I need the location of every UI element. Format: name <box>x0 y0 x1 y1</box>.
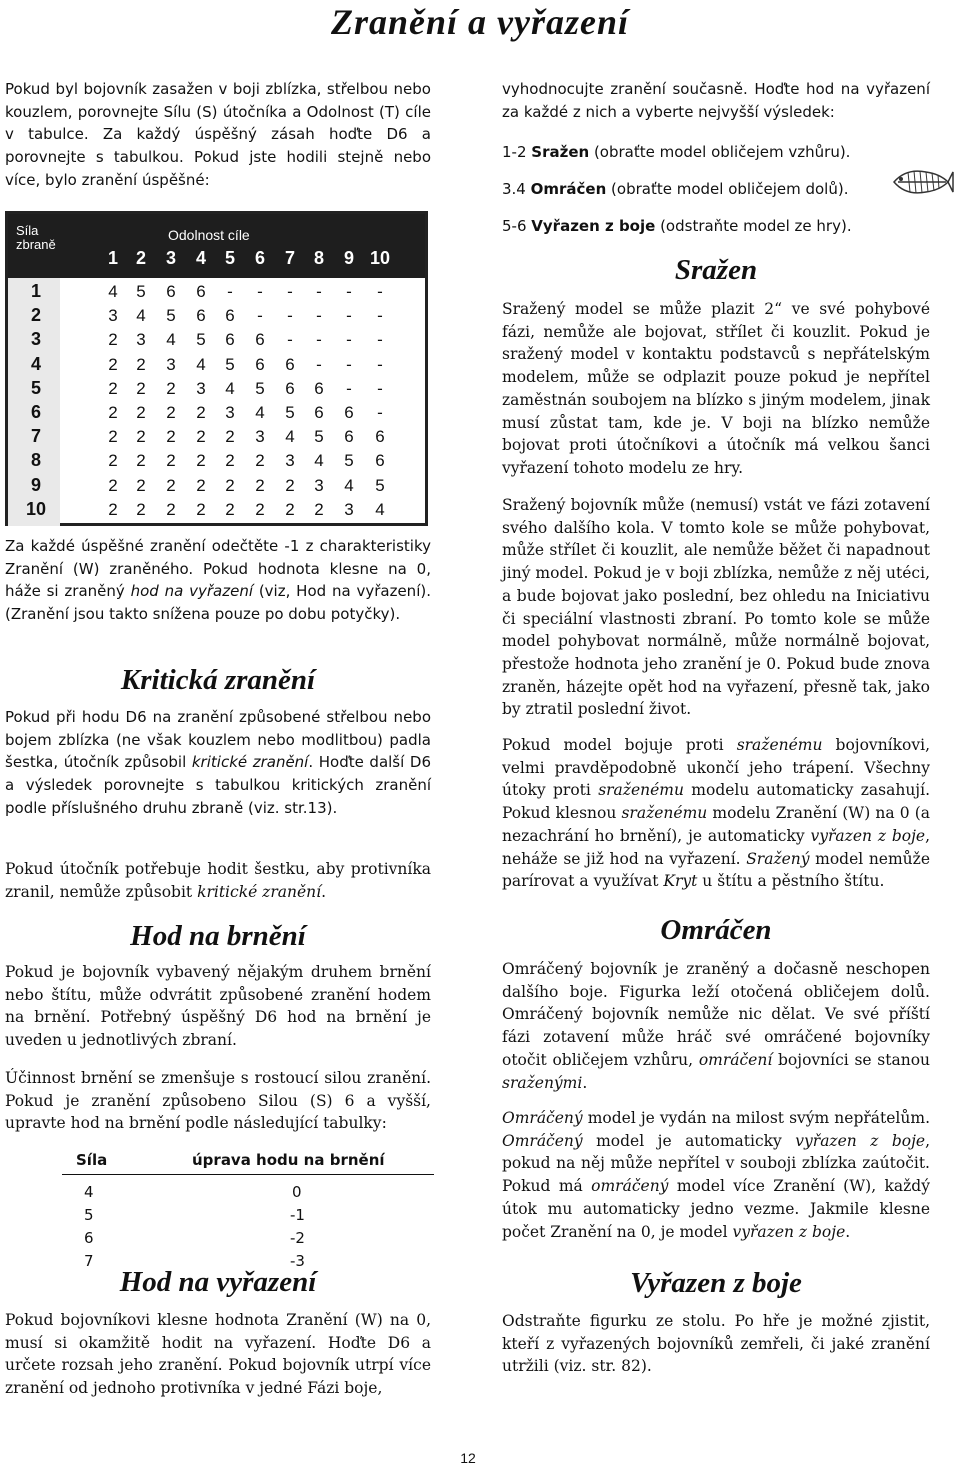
chart-cell: 6 <box>314 403 324 422</box>
knocked-down-heading: Sražen <box>674 254 758 286</box>
armour-table-header <box>62 1148 434 1175</box>
chart-cell: 3 <box>344 499 354 519</box>
chart-cell: 2 <box>196 403 206 422</box>
chart-cell: - <box>346 330 352 350</box>
chart-row-header: 10 <box>25 498 47 519</box>
st-text: model je vydán na milost svým nepřátelům. <box>582 1109 930 1127</box>
chart-cell: 2 <box>108 330 118 350</box>
chart-cell: 2 <box>136 451 146 471</box>
chart-cell: 3 <box>196 378 206 398</box>
chart-cell: 4 <box>108 282 118 301</box>
chart-cell: 4 <box>196 354 206 374</box>
chart-cell: - <box>377 282 383 301</box>
chart-cell: 5 <box>285 403 295 422</box>
chart-row-header: 5 <box>30 377 41 398</box>
chart-cell: - <box>316 306 322 326</box>
out-of-action-heading: Vyřazen z boje <box>630 1267 802 1299</box>
chart-cell: 2 <box>136 403 146 422</box>
st-emphasis: vyřazen z boje <box>795 1131 926 1150</box>
st-text: bojovníci se stanou <box>772 1050 931 1069</box>
kd-emphasis: Kryt <box>663 872 698 891</box>
kd-emphasis: Sražený <box>746 849 810 868</box>
chart-cell: - <box>346 354 352 374</box>
chart-cell: 4 <box>136 306 146 326</box>
chart-cell: 2 <box>255 475 265 495</box>
after-chart-text-2: (viz, Hod na vyřazení). (Zranění jsou takto snížena pouze po dobu potyčky). <box>5 582 431 624</box>
st-emphasis: Omráčený <box>502 1109 583 1127</box>
knocked-down-paragraph-3 <box>502 734 930 893</box>
chart-cell: 4 <box>285 427 295 447</box>
chart-cell: 5 <box>196 330 206 350</box>
armour-cell: 4 <box>84 1183 94 1201</box>
result-name: Vyřazen z boje <box>531 217 656 235</box>
chart-cell: 2 <box>136 499 146 519</box>
chart-cell: 6 <box>255 354 265 374</box>
chart-cell: 2 <box>166 378 176 398</box>
chart-cell: 5 <box>255 378 265 398</box>
result-roll: 3.4 <box>502 180 531 198</box>
chart-cell: 6 <box>344 427 354 447</box>
crit-emphasis-1: kritické zranění <box>191 753 309 772</box>
chart-cell: - <box>287 330 293 350</box>
kd-emphasis: sraženému <box>736 736 823 754</box>
chart-cell: 6 <box>225 330 235 350</box>
chart-cell: 6 <box>255 330 265 350</box>
chart-column-header: 10 <box>369 248 391 268</box>
st-text: , pokud na něj může nepřítel v souboji zblízka zaútočit. Pokud má <box>502 1131 930 1196</box>
critical-heading: Kritická zranění <box>120 664 316 696</box>
armour-row <box>62 1181 434 1204</box>
chart-cell: 2 <box>108 403 118 422</box>
chart-row-header: 4 <box>30 353 41 374</box>
chart-cell: 5 <box>344 451 354 471</box>
kd-emphasis: sraženému <box>598 781 684 800</box>
chart-cell: - <box>227 282 233 301</box>
chart-cell: 6 <box>225 306 235 326</box>
armour-col-modifier: úprava hodu na brnění <box>192 1151 385 1169</box>
chart-cell: 6 <box>314 378 324 398</box>
intro-paragraph: Pokud byl bojovník zasažen v boji zblízka, střelbou nebo kouzlem, porovnejte Sílu (S) útočníka a Odolnost (T) cíle v tabulce. Za každý úspěšný zásah hoďte D6 a porovnejte s tabulkou. Pokud jste hodili stejně nebo více, bylo zranění úspěšné: <box>5 80 431 189</box>
chart-cell: 2 <box>108 499 118 519</box>
chart-row-header: 2 <box>30 305 41 326</box>
crit-text-3: Pokud útočník potřebuje hodit šestku, aby protivníka zranil, nemůže způsobit <box>5 860 431 901</box>
armour-row <box>62 1227 434 1250</box>
result-name: Omráčen <box>530 180 607 198</box>
chart-column-header: 6 <box>254 248 265 268</box>
chart-row-header: 7 <box>30 426 41 447</box>
chart-strength-label-2: zbraně <box>16 237 56 252</box>
critical-paragraph-2 <box>5 858 431 903</box>
result-roll: 1-2 <box>502 143 532 161</box>
st-text: model více Zranění (W), každý útok mu automaticky jedno vezme. Jakmile klesne počet Zranění na 0, je model <box>502 1177 930 1241</box>
armour-cell: 5 <box>84 1206 94 1224</box>
chart-cell: 2 <box>196 475 206 495</box>
chart-cell: 2 <box>166 427 176 447</box>
chart-cell: - <box>377 378 383 398</box>
chart-cell: 2 <box>225 427 235 447</box>
knocked-down-paragraph-2: Sražený bojovník může (nemusí) vstát ve fázi zotavení svého dalšího kola. V tomto kole se může pohybovat, může střílet či kouzlit, ale nemůže běžet či napadnout jiný model. Pokud je v boji zblízka, nemůže z něj utéci, a bude bojovat jako poslední, bez ohledu na Iniciativu či speciální vlastnosti zbraní. Po tomto kole se může model pohybovat normálně, může normálně bojovat, přestože hodnota jeho zranění je 0. Pokud bude znova zraněn, házejte opět hod na vyřazení, přesně tak, jako by ztratil poslední život. <box>502 496 930 719</box>
result-desc: (odstraňte model ze hry). <box>655 217 852 235</box>
chart-cell: 2 <box>136 427 146 447</box>
armour-cell: -1 <box>290 1206 305 1224</box>
knocked-down-paragraph-1: Sražený model se může plazit 2“ ve své pohybové fázi, nemůže ale bojovat, střílet či kouzlit. Pokud je sražený model v kontaktu podstavců s nepřátelským modelem, může se odplazit pouze pokud je nepřítel zaměstnán soubojem na blízko s jiným modelem, jinak musí zůstat tam, kde je. V boji na blízko nemůže bojovat proti útočníkovi a útočník má velkou šanci vyřazení tohoto modelu ze hry. <box>502 300 930 477</box>
chart-cell: 3 <box>285 451 295 471</box>
chart-cell: 2 <box>108 451 118 471</box>
chart-cell: 2 <box>285 475 295 495</box>
after-chart-text-1: Za každé úspěšné zranění odečtěte -1 z charakteristiky Zranění (W) zraněného. Pokud hodnota klesne na 0, háže si zraněný <box>5 537 431 601</box>
injury-results-list <box>502 142 930 236</box>
crit-text-2: . Hoďte další D6 a výsledek porovnejte s tabulkou kritických zranění podle příslušného druhu zbraně (viz. str.13). <box>5 753 431 817</box>
chart-cell: 4 <box>225 378 235 398</box>
injury-result <box>502 216 930 236</box>
chart-cell: 2 <box>108 475 118 495</box>
chart-cell: 2 <box>314 499 324 519</box>
chart-column-header: 8 <box>313 248 324 268</box>
crit-text-4: . <box>321 882 327 901</box>
chart-cell: 2 <box>255 451 265 471</box>
st-text: Omráčený bojovník je zraněný a dočasně neschopen dalšího boje. Figurka leží otočená obličejem dolů. Omráčený bojovník nemůže nic dělat. Ve své příští fázi zotavení může hráč své omráčené bojovníky otočit obličejem vzhůru, <box>502 960 930 1069</box>
chart-cell: 2 <box>196 427 206 447</box>
injury-heading: Hod na vyřazení <box>119 1266 317 1298</box>
chart-cell: 2 <box>196 451 206 471</box>
chart-cell: - <box>346 378 352 398</box>
chart-cell: 4 <box>344 475 354 495</box>
chart-cell: 2 <box>225 451 235 471</box>
chart-cell: 2 <box>225 475 235 495</box>
chart-cell: 2 <box>136 475 146 495</box>
chart-cell: 2 <box>225 499 235 519</box>
chart-column-header: 7 <box>284 248 295 268</box>
chart-cell: 3 <box>225 403 235 422</box>
chart-cell: 5 <box>375 475 385 495</box>
armour-cell: 0 <box>292 1183 302 1201</box>
armour-cell: -2 <box>290 1229 305 1247</box>
kd-text: model nemůže parírovat a využívat <box>502 849 930 891</box>
armour-paragraph-2: Účinnost brnění se zmenšuje s rostoucí silou zranění. Pokud je zranění způsobeno Silou (S) 6 a vyšší, upravte hod na brnění podle následující tabulky: <box>5 1069 431 1133</box>
chart-cell: - <box>257 306 263 326</box>
kd-text: modelu Zranění (W) na 0 (a nezachrání ho brnění), je automaticky <box>502 804 930 845</box>
chart-cell: 2 <box>285 499 295 519</box>
kd-text: modelu automaticky zasahují. Pokud klesnou <box>502 781 930 823</box>
stunned-paragraph-1 <box>502 958 930 1094</box>
chart-toughness-label: Odolnost cíle <box>168 227 250 243</box>
chart-cell: 5 <box>166 306 176 326</box>
injury-result <box>502 142 930 162</box>
chart-cell: - <box>346 282 352 301</box>
kd-text: u štítu a pěstního štítu. <box>697 872 885 891</box>
chart-column-header: 1 <box>107 248 118 268</box>
chart-column-header: 9 <box>343 248 354 268</box>
chart-row-header: 3 <box>30 329 41 350</box>
chart-cell: 4 <box>166 330 176 350</box>
kd-text: Pokud model bojuje proti <box>502 736 737 754</box>
chart-cell: 6 <box>375 451 385 471</box>
chart-cell: 3 <box>108 306 118 326</box>
result-roll: 5-6 <box>502 217 532 235</box>
chart-cell: 2 <box>166 499 176 519</box>
after-chart-emphasis: hod na vyřazení <box>130 582 253 601</box>
chart-cell: - <box>316 354 322 374</box>
chart-column-header: 3 <box>165 248 176 268</box>
chart-cell: 6 <box>196 306 206 326</box>
after-chart-paragraph <box>5 535 431 626</box>
chart-cell: - <box>257 282 263 301</box>
chart-cell: 4 <box>375 499 385 519</box>
armour-modifier-table <box>62 1148 434 1273</box>
st-emphasis: Omráčený <box>502 1131 583 1150</box>
injury-paragraph: Pokud bojovníkovi klesne hodnota Zranění (W) na 0, musí si okamžitě hodit na vyřazení. Hoďte D6 a určete rozsah jeho zranění. Pokud bojovník utrpí více zranění od jednoho protivníka v jedné Fázi boje, <box>5 1311 431 1398</box>
st-emphasis: sraženými <box>502 1073 583 1092</box>
armour-row <box>62 1204 434 1227</box>
chart-cell: 2 <box>108 354 118 374</box>
injury-result <box>502 179 930 199</box>
kd-emphasis: sraženému <box>621 804 708 823</box>
armour-cell: 7 <box>84 1252 94 1270</box>
crit-emphasis-2: kritické zranění <box>197 882 322 901</box>
chart-cell: - <box>287 306 293 326</box>
chart-column-header: 2 <box>135 248 146 268</box>
chart-cell: - <box>316 330 322 350</box>
result-desc: (obraťte model obličejem vzhůru). <box>589 143 851 161</box>
chart-cell: 4 <box>255 403 265 422</box>
wound-chart <box>5 211 428 526</box>
injury-continued-paragraph: vyhodnocujte zranění současně. Hoďte hod na vyřazení za každé z nich a vyberte nejvyšší výsledek: <box>502 80 930 121</box>
st-emphasis: omráčení <box>698 1050 773 1069</box>
armour-paragraph-1: Pokud je bojovník vybavený nějakým druhem brnění nebo štítu, může odvrátit způsobené zranění hodem na brnění. Potřebný úspěšný D6 hod na brnění je uveden u jednotlivých zbraní. <box>5 963 431 1050</box>
chart-cell: 5 <box>225 354 235 374</box>
chart-cell: - <box>377 403 383 422</box>
armour-heading: Hod na brnění <box>130 920 306 952</box>
chart-row-header: 6 <box>30 402 41 422</box>
result-desc: (obraťte model obličejem dolů). <box>606 180 849 198</box>
chart-cell: 4 <box>314 451 324 471</box>
critical-paragraph-1 <box>5 706 431 820</box>
chart-cell: - <box>377 354 383 374</box>
armour-cell: -3 <box>290 1252 305 1270</box>
chart-cell: 6 <box>285 378 295 398</box>
chart-cell: 3 <box>255 427 265 447</box>
chart-cell: - <box>346 306 352 326</box>
chart-cell: - <box>377 306 383 326</box>
result-name: Sražen <box>531 143 590 161</box>
st-text: model je automaticky <box>582 1131 796 1150</box>
chart-cell: 6 <box>166 282 176 301</box>
st-text: . <box>582 1073 588 1092</box>
page-number: 12 <box>460 1450 476 1466</box>
chart-cell: 2 <box>166 451 176 471</box>
chart-cell: 2 <box>108 378 118 398</box>
armour-cell: 6 <box>84 1229 94 1247</box>
chart-cell: 6 <box>375 427 385 447</box>
chart-cell: 5 <box>314 427 324 447</box>
crit-text-1: Pokud při hodu D6 na zranění způsobené střelbou nebo bojem zblízka (ne však kouzlem nebo modlitbou) padla šestka, útočník způsobil <box>5 708 431 772</box>
chart-cell: 2 <box>166 403 176 422</box>
stunned-paragraph-2 <box>502 1107 930 1243</box>
chart-cell: - <box>377 330 383 350</box>
chart-row-header: 1 <box>30 281 41 301</box>
st-text: . <box>845 1222 851 1241</box>
chart-row-header: 8 <box>30 450 41 471</box>
chart-cell: - <box>287 282 293 301</box>
chart-cell: 2 <box>136 354 146 374</box>
chart-cell: 6 <box>196 282 206 301</box>
st-emphasis: vyřazen z boje <box>732 1222 846 1241</box>
kd-emphasis: vyřazen z boje <box>810 826 926 845</box>
chart-cell: 2 <box>136 378 146 398</box>
kd-text: , neháže se již hod na vyřazení. <box>502 826 930 868</box>
armour-col-strength: Síla <box>76 1151 108 1169</box>
chart-cell: 2 <box>255 499 265 519</box>
chart-row-header: 9 <box>30 474 41 495</box>
kd-text: bojovníkovi, velmi pravděpodobně ukončí jeho trápení. Všechny útoky proti <box>502 736 930 800</box>
chart-cell: - <box>316 282 322 301</box>
chart-cell: 5 <box>136 282 146 301</box>
chart-cell: 3 <box>166 354 176 374</box>
chart-cell: 2 <box>108 427 118 447</box>
st-emphasis: omráčený <box>591 1177 669 1196</box>
chart-cell: 6 <box>285 354 295 374</box>
chart-cell: 6 <box>344 403 354 422</box>
page-title: Zranění a vyřazení <box>330 2 629 42</box>
out-of-action-paragraph: Odstraňte figurku ze stolu. Po hře je možné zjistit, kteří z vyřazených bojovníků zemřeli, či jaké zranění utržili (viz. str. 82). <box>502 1312 930 1376</box>
stunned-heading: Omráčen <box>660 914 772 946</box>
chart-cell: 2 <box>166 475 176 495</box>
chart-cell: 3 <box>314 475 324 495</box>
chart-cell: 3 <box>136 330 146 350</box>
chart-column-header: 4 <box>195 248 206 268</box>
fish-skeleton-icon <box>892 160 954 204</box>
chart-column-header: 5 <box>224 248 235 268</box>
chart-cell: 2 <box>196 499 206 519</box>
chart-strength-label-1: Síla <box>16 223 39 238</box>
